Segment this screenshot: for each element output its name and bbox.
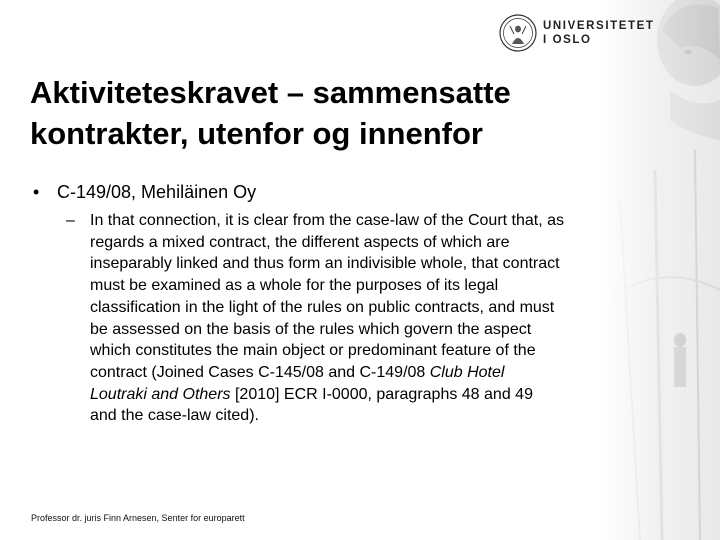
logo-line-2: I OSLO [543, 34, 592, 46]
quote-line: regards a mixed contract, the different aspects of which are [90, 233, 510, 251]
case-name-italic: Club Hotel [429, 363, 505, 381]
quote-line [90, 384, 564, 406]
footer-author: Professor dr. juris Finn Arnesen, Senter for europarett [31, 513, 245, 523]
statue-image [600, 0, 720, 540]
title-line-1: Aktiviteteskravet – sammensatte [30, 75, 511, 110]
bullet-case-text: C-149/08, Mehiläinen Oy [57, 182, 257, 202]
university-logo [499, 14, 655, 52]
quote-line: and the case-law cited). [90, 407, 259, 425]
bullet-marker: • [33, 182, 40, 202]
quote-line: be assessed on the basis of the rules which govern the aspect [90, 320, 532, 338]
dash-marker: – [66, 212, 75, 229]
quote-line [90, 362, 564, 384]
quote-line: must be examined as a whole for the purposes of its legal [90, 277, 499, 295]
quote-line-rest: [2010] ECR I‑0000, paragraphs 48 and 49 [230, 385, 533, 403]
bullet-case [33, 181, 256, 203]
quote-line: inseparably linked and thus form an indivisible whole, that contract [90, 255, 560, 273]
case-name-italic-cont: Loutraki and Others [90, 385, 231, 403]
quote-line: classification in the light of the rules on public contracts, and must [90, 298, 555, 316]
logo-line-1: UNIVERSITETET [543, 20, 655, 32]
quote-line-start: contract (Joined Cases C‑145/08 and C‑149/08 [90, 363, 430, 381]
slide-title [30, 72, 610, 154]
title-line-2: kontrakter, utenfor og innenfor [30, 116, 483, 151]
quote-line: In that connection, it is clear from the case-law of the Court that, as [90, 212, 565, 229]
quote-line: which constitutes the main object or predominant feature of the [90, 342, 536, 360]
university-seal-icon [499, 14, 537, 52]
